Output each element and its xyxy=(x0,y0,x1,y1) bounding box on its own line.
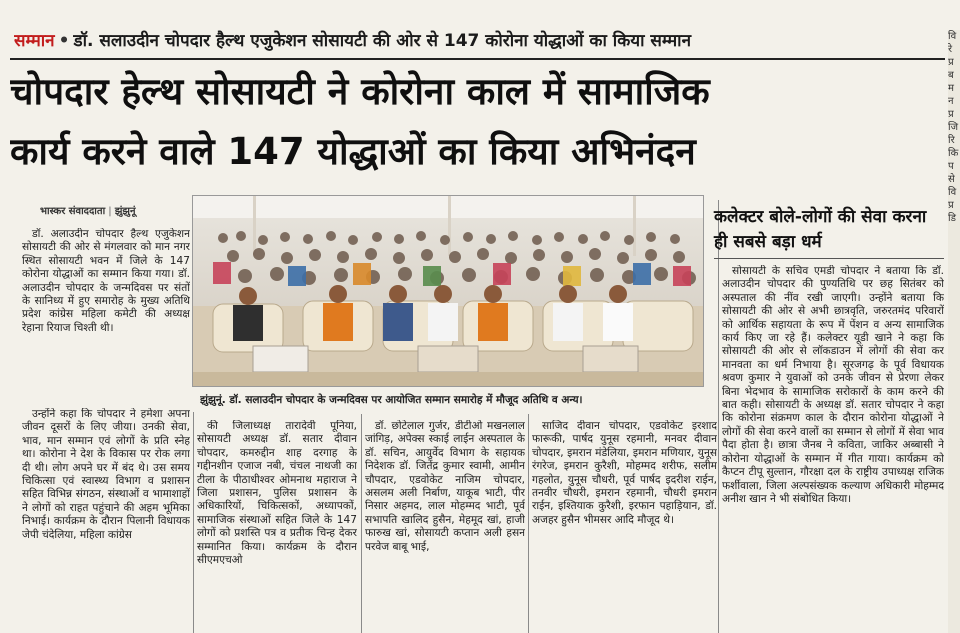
body-column-left-top xyxy=(22,228,190,400)
edge-fragment: म xyxy=(948,83,954,94)
edge-fragment: रे xyxy=(948,44,953,55)
headline-line-2: कार्य करने वाले 147 योद्धाओं का किया अभिनंदन xyxy=(10,130,696,173)
edge-fragment: प xyxy=(948,161,954,172)
edge-fragment: प्र xyxy=(948,200,954,211)
column-rule xyxy=(361,414,362,633)
body-column-right xyxy=(722,265,944,633)
edge-fragment: प्र xyxy=(948,109,954,120)
headline xyxy=(10,62,945,182)
edge-fragment: प्र xyxy=(948,57,954,68)
body-column-d xyxy=(532,420,717,633)
top-rule xyxy=(10,58,945,60)
adjacent-article-edge xyxy=(948,30,960,633)
edge-fragment: जि xyxy=(948,122,959,133)
byline-reporter: भास्कर संवाददाता xyxy=(40,206,106,217)
event-photo xyxy=(192,195,704,387)
body-column-c xyxy=(365,420,525,633)
byline-place: झुंझुनूं xyxy=(114,206,136,217)
byline xyxy=(40,203,136,217)
body-paragraph: की जिलाध्यक्ष तारादेवी पूनिया, सोसायटी अध्यक्ष डॉ. सतार दीवान चोपदार, कमरुद्दीन शाह दरगाह के गद्दीनशीन एजाज नबी, चंचल नाथजी का टीला के पीठाधीश्वर ओमनाथ महाराज ने जिला प्रशासन, पुलिस प्रशासन के अधिकारियों, चिकित्सकों, अध्यापकों, सामाजिक संस्थाओं सहित जिले के 147 लोगों को प्रशस्ति पत्र व प्रतीक चिन्ह देकर सम्मानित किया। कार्यक्रम के दौरान सीएमएचओ xyxy=(197,420,357,567)
body-paragraph: डॉ. अलाउदीन चोपदार हैल्थ एजुकेशन सोसायटी की ओर से मंगलवार को मान नगर स्थित सोसायटी भवन में जिले के 147 कोरोना योद्धाओं का सम्मान किया गया। डॉ. अलाउदीन चोपदार के जन्मदिवस पर संतों के सानिध्य में हुए समारोह के मुख्य अतिथि प्रदेश कांग्रेस महिला कमेटी की अध्यक्ष रेहाना रियाज चिश्ती थी। xyxy=(22,228,190,334)
byline-separator: | xyxy=(108,206,112,217)
edge-fragment: ब xyxy=(948,70,954,81)
kicker-text: डॉ. सलाउदीन चोपदार हैल्थ एजुकेशन सोसायटी की ओर से 147 कोरोना योद्धाओं का किया सम्मान xyxy=(73,31,692,51)
subhead-rule xyxy=(714,258,944,259)
body-paragraph: डॉ. छोटेलाल गुर्जर, डीटीओ मखनलाल जांगिड़, अपेक्स स्काई लाईन अस्पताल के डॉ. सचिन, आयुर्वेद विभाग के सहायक निदेशक डॉ. जितेंद्र कुमार स्वामी, आमीन चौपदार, एडवोकेट नाजिम चोपदार, असलम अली निर्बाण, याकूब भाटी, पीर निसार अहमद, लाल मोहम्मद भाटी, पूर्व सभापति खालिद हुसैन, मेहमूद खां, हाजी फारुख खां, सोसायटी कप्तान अली हसन परवेज बाबू भाई, xyxy=(365,420,525,553)
audience-photo-illustration xyxy=(193,196,703,386)
kicker-bullet: • xyxy=(58,31,70,51)
headline-line-1: चोपदार हेल्थ सोसायटी ने कोरोना काल में सामाजिक xyxy=(10,70,710,113)
edge-fragment: न xyxy=(948,96,954,107)
edge-fragment: वि xyxy=(948,187,957,198)
edge-fragment: कि xyxy=(948,148,959,159)
kicker-tag: सम्मान xyxy=(14,31,55,51)
edge-fragment: रि xyxy=(948,135,955,146)
body-column-b xyxy=(197,420,357,633)
subheadline: कलेक्टर बोले-लोगों की सेवा करना ही सबसे बड़ा धर्म xyxy=(714,207,927,252)
photo-caption: झुंझुनूं. डॉ. सलाउदीन चोपदार के जन्मदिवस पर आयोजित सम्मान समारोह में मौजूद अतिथि व अन्य। xyxy=(200,394,583,406)
edge-fragment: वि xyxy=(948,31,957,42)
body-paragraph: साजिद दीवान चोपदार, एडवोकेट इरशाद फारूकी, पार्षद युनूस रहमानी, मनवर दीवान चोपदार, इमरान मंडेलिया, इमरान मणियार, युनूस रंगरेज, इमरान कुरैशी, मोहम्मद शरीफ, सलीम गहलोत, युनूस चौधरी, पूर्व पार्षद इदरीश राईन, तनवीर चौधरी, इमरान रहमानी, चौधरी इमरान राईन, इश्तियाक कुरैशी, इरफान पहाड़ियान, डॉ. अजहर हुसैन भीमसर आदि मौजूद थे। xyxy=(532,420,717,526)
edge-fragment: से xyxy=(948,174,955,185)
body-paragraph: सोसायटी के सचिव एमडी चोपदार ने बताया कि डॉ. अलाउदीन चोपदार की पुण्यतिथि पर छह सितंबर को अस्पताल की नींव रखी जाएगी। उन्होंने बताया कि सोसायटी की ओर से अभी छात्रवृति, जरुरतमंद परिवारों को आर्थिक सहायता के रूप में पेंशन व अन्य सामाजिक कार्य किए जा रहे हैं। कलेक्टर यूडी खाने ने कहा कि सोसायटी की ओर से लॉकडाउन में लोगों की सेवा कर मानवता का धर्म निभाया है। सूरजगढ़ के पूर्व विधायक श्रवण कुमार ने युवाओं को उनके जीवन से प्रेरणा लेकर बिना भेदभाव के सामाजिक सरोकारों के काम करने की बात कही। सोसायटी के अध्यक्ष डॉ. सतार चोपदार ने कहा कि कोरोना संक्रमण काल के दौरान कोरोना योद्धाओं ने लोगों की सेवा करने वालों का सम्मान से लोगों में सेवा भाव पैदा होता है। छात्रा जैनब ने कविता, जाकिर अब्बासी ने कोरोना योद्धाओं के सम्मान में गीत गाया। कार्यक्रम को कैप्टन टीपू सुल्तान, गौरक्षा दल के राष्ट्रीय उपाध्यक्ष राजिक फर्शीवाला, जिला अल्पसंख्यक कल्याण अधिकारी मोहम्मद अनीश खान ने भी संबोधित किया। xyxy=(722,265,944,505)
column-rule xyxy=(718,200,719,633)
kicker-line xyxy=(14,28,944,54)
edge-fragment: डि xyxy=(948,213,956,224)
body-column-left-bottom xyxy=(22,408,190,633)
column-rule xyxy=(193,412,194,633)
body-paragraph: उन्होंने कहा कि चोपदार ने हमेशा अपना जीवन दूसरों के लिए जीया। उनकी सेवा, भाव, मान सम्मान एवं लोगों के प्रति स्नेह था। कोरोना ने देश के विकास पर रोक लगा दी थी। लोग अपने घर में बंद थे। उस समय चिकित्सा एवं स्वास्थ्य विभाग व प्रशासन सहित विभिन्न संगठन, संस्थाओं व भामाशाहों ने लोगों को राहत पहुंचाने की अहम भूमिका निभाई। कार्यक्रम के दौरान पिलानी विधायक जेपी चंदेलिया, महिला कांग्रेस xyxy=(22,408,190,541)
column-rule xyxy=(528,414,529,633)
